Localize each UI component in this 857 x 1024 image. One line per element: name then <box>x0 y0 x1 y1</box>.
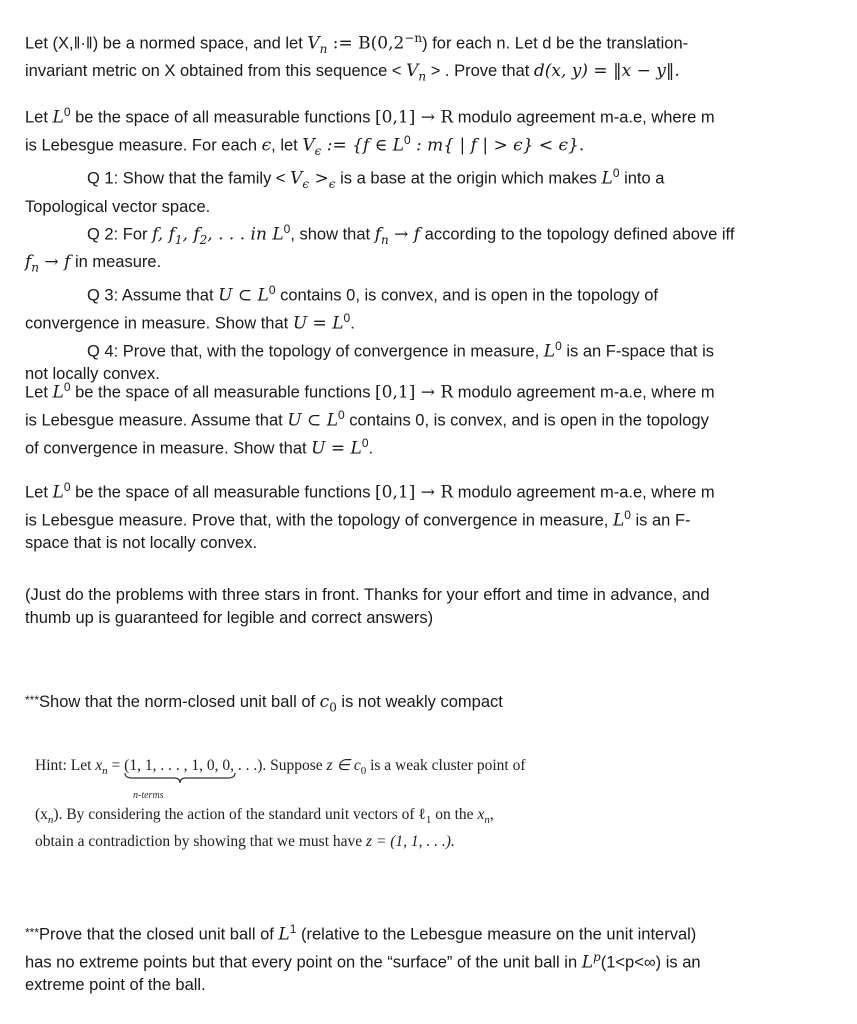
math: (x <box>35 806 48 823</box>
text: Q 3: Assume that <box>87 286 219 305</box>
math: ϵ <box>261 135 272 156</box>
hint-box-continued <box>35 804 635 853</box>
text: thumb up is guaranteed for legible and correct answers) <box>25 608 434 627</box>
math: V <box>290 168 303 189</box>
text: , show that <box>290 225 375 244</box>
math: L <box>278 924 290 945</box>
text: convergence in measure. Show that <box>25 314 293 333</box>
text: is Lebesgue measure. For each <box>25 136 262 155</box>
math: f <box>25 252 32 273</box>
math: = <box>107 757 125 774</box>
math: 1 <box>174 232 183 247</box>
math: V <box>302 135 315 156</box>
text: Let <box>25 383 53 402</box>
text: Let (X,‖·‖) be a normed space, and let <box>25 34 308 53</box>
text: , <box>489 806 494 823</box>
problem-convex-open-set <box>25 376 815 460</box>
math: 0 <box>63 380 71 394</box>
text: Show that the norm-closed unit ball of <box>39 693 320 711</box>
math: [0,1] → R <box>375 107 454 128</box>
text: (1<p<∞) is an <box>600 953 701 972</box>
text: (relative to the Lebesgue measure on the unit interval) <box>296 925 697 944</box>
text: , let <box>271 136 303 155</box>
text: Q 4: Prove that, with the topology of convergence in measure, <box>87 342 544 361</box>
math: 0 <box>403 133 411 147</box>
text: is Lebesgue measure. Assume that <box>25 411 288 430</box>
math: L <box>52 382 64 403</box>
math: x <box>95 757 103 774</box>
text: on the <box>431 806 478 823</box>
math: 0 <box>63 105 71 119</box>
math: , f <box>182 224 200 245</box>
text: ) for each n. Let d be the translation- <box>422 34 689 53</box>
math: f <box>374 224 381 245</box>
problem-L0-questions <box>25 101 815 386</box>
math: L <box>543 341 556 362</box>
text: obtain a contradiction by showing that we must have <box>35 833 367 851</box>
underbrace-icon <box>124 772 236 784</box>
math: := B(0,2 <box>327 33 405 54</box>
problem-L1-extreme-points <box>25 918 815 997</box>
math: L <box>581 952 594 973</box>
math: 1 <box>289 922 297 936</box>
math: n <box>418 69 427 84</box>
problem-F-space <box>25 476 815 555</box>
math: L <box>52 482 64 503</box>
text: Let <box>25 483 53 502</box>
math: 1 <box>425 814 432 827</box>
text: be the space of all measurable functions <box>70 108 376 127</box>
math: L <box>612 510 625 531</box>
math: 0, 0, . . .). Suppose <box>202 757 327 774</box>
math: n <box>319 41 328 56</box>
math: x <box>477 806 485 823</box>
text: Prove that the closed unit ball of <box>39 925 279 944</box>
text: modulo agreement m-a.e, where m <box>453 383 715 402</box>
math: → f <box>39 252 71 273</box>
text: Let <box>25 108 53 127</box>
text: into a <box>619 169 665 188</box>
math: n <box>47 814 54 827</box>
text: is an F- <box>630 511 691 530</box>
instructions-note <box>25 584 815 629</box>
math: 0 <box>612 166 620 181</box>
math: U = L <box>311 438 362 459</box>
math: 0 <box>555 339 562 354</box>
text: is an F-space that is <box>561 342 714 361</box>
math: > <box>309 168 329 189</box>
math: U ⊂ L <box>218 285 269 306</box>
math: , . . . in <box>207 224 273 245</box>
text: . <box>350 314 355 333</box>
text: is a base at the origin which makes <box>335 169 602 188</box>
text: contains 0, is convex, and is open in the topology of <box>275 286 659 305</box>
math: 2 <box>199 232 208 247</box>
text: of convergence in measure. Show that <box>25 439 312 458</box>
math: (1, 1, . . . , 1, <box>124 757 203 774</box>
math: 0 <box>268 283 276 298</box>
text: is not weakly compact <box>336 693 503 711</box>
problem-normed-space <box>25 27 815 88</box>
math: := {f ∈ L <box>321 135 404 156</box>
text: is a weak cluster point of <box>366 757 526 774</box>
math: ϵ <box>302 177 310 192</box>
stars-marker: *** <box>25 693 40 707</box>
math: c <box>319 692 330 712</box>
math: 0 <box>329 700 337 715</box>
math: z ∈ c <box>326 757 361 774</box>
text: space that is not locally convex. <box>25 534 258 552</box>
math: n <box>31 260 40 275</box>
math: 0 <box>343 311 351 326</box>
text: according to the topology defined above iff <box>420 225 735 244</box>
math: U = L <box>292 313 344 334</box>
text: Q 2: For <box>87 225 153 244</box>
math: 0 <box>360 765 367 778</box>
text: in measure. <box>70 253 162 272</box>
text: modulo agreement m-a.e, where m <box>453 483 715 502</box>
text: (Just do the problems with three stars in front. Thanks for your effort and time in advance, and <box>25 586 710 604</box>
math: z = (1, 1, . . .). <box>366 833 455 851</box>
math: 0 <box>338 408 345 422</box>
math: −n <box>404 31 423 45</box>
math: L <box>52 107 64 128</box>
math: [0,1] → R <box>375 382 454 403</box>
text: be the space of all measurable functions <box>70 483 376 502</box>
text: contains 0, is convex, and is open in the topology <box>344 411 709 430</box>
text: Hint: Let <box>35 757 96 774</box>
text: Q 1: Show that the family < <box>87 169 291 188</box>
text: ). By considering the action of the standard unit vectors of ℓ <box>53 806 426 823</box>
math: U ⊂ L <box>287 410 338 431</box>
text: invariant metric on X obtained from this sequence < <box>25 62 407 81</box>
math: n <box>484 814 490 827</box>
math: L <box>601 168 613 189</box>
text: . <box>368 439 374 458</box>
math: → f <box>388 224 421 245</box>
math: 0 <box>63 480 71 494</box>
math: f, f <box>152 224 175 245</box>
text: modulo agreement m-a.e, where m <box>453 108 715 127</box>
math: d(x, y) = ‖x − y‖. <box>533 61 680 82</box>
text: be the space of all measurable functions <box>70 383 376 402</box>
math: [0,1] → R <box>375 482 454 503</box>
math: n <box>102 765 108 778</box>
underbrace-group <box>124 755 203 777</box>
stars-marker: *** <box>25 925 40 940</box>
math: : m{ | f | > ϵ} < ϵ}. <box>410 135 585 156</box>
math: 0 <box>283 222 291 237</box>
text: > . Prove that <box>426 62 534 81</box>
text: extreme point of the ball. <box>25 976 206 994</box>
math: L <box>272 224 284 245</box>
problem-c0-unit-ball <box>25 689 815 719</box>
math: n <box>381 232 389 247</box>
text: has no extreme points but that every point on the “surface” of the unit ball in <box>25 953 582 972</box>
text: not locally convex. <box>25 365 160 384</box>
math: ϵ <box>328 177 336 192</box>
math: 0 <box>624 508 631 522</box>
math: V <box>307 33 320 54</box>
text: is Lebesgue measure. Prove that, with the topology of convergence in measure, <box>25 511 613 530</box>
n-terms-label: n-terms <box>133 790 164 801</box>
hint-box <box>35 755 635 782</box>
math: 0 <box>361 436 369 450</box>
math: p <box>593 950 601 964</box>
text: Topological vector space. <box>25 197 211 216</box>
math: ϵ <box>314 143 322 158</box>
math: V <box>406 61 419 82</box>
